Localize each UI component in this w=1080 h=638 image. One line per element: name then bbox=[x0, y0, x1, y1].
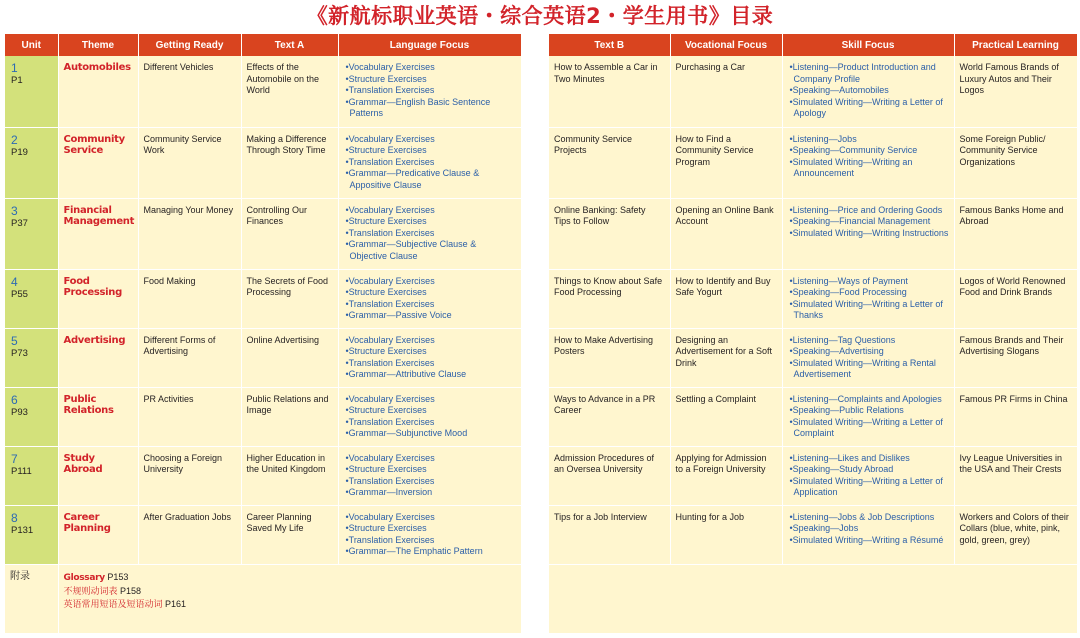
appendix-content bbox=[58, 564, 521, 633]
appendix-item-name: 英语常用短语及短语动词 bbox=[63, 598, 163, 609]
text-a-cell: Higher Education in the United Kingdom bbox=[241, 446, 338, 505]
getting-ready-cell: Managing Your Money bbox=[138, 198, 241, 269]
language-focus-item: •Translation Exercises bbox=[345, 475, 435, 486]
skill-focus-item: •Listening—Jobs bbox=[789, 133, 857, 144]
language-focus-item: •Translation Exercises bbox=[345, 85, 435, 96]
text-a-cell: Public Relations and Image bbox=[241, 387, 338, 446]
page-title: 《新航标职业英语・综合英语2・学生用书》目录 bbox=[306, 4, 774, 28]
unit-cell bbox=[5, 387, 58, 446]
language-focus-item: •Structure Exercises bbox=[345, 145, 427, 156]
unit-row-left bbox=[5, 328, 521, 387]
vocational-focus-cell: Hunting for a Job bbox=[670, 505, 782, 564]
unit-row-right bbox=[549, 198, 1077, 269]
unit-theme: Public Relations bbox=[63, 393, 114, 416]
unit-cell bbox=[5, 269, 58, 328]
skill-focus-item: •Simulated Writing—Writing a Letter of Application bbox=[789, 475, 943, 498]
unit-row-right bbox=[549, 56, 1077, 127]
appendix-item bbox=[64, 585, 516, 598]
unit-row-left bbox=[5, 446, 521, 505]
header-vocational-focus: Vocational Focus bbox=[670, 34, 782, 56]
language-focus-item: •Structure Exercises bbox=[345, 405, 427, 416]
unit-row-right bbox=[549, 387, 1077, 446]
unit-row-right bbox=[549, 269, 1077, 328]
unit-number: 3 bbox=[11, 203, 18, 218]
language-focus-cell bbox=[338, 387, 521, 446]
unit-number: 1 bbox=[11, 61, 18, 75]
unit-page: P19 bbox=[11, 146, 28, 158]
language-focus-cell bbox=[338, 269, 521, 328]
unit-number: 7 bbox=[11, 451, 18, 466]
unit-row-right bbox=[549, 328, 1077, 387]
unit-row-left bbox=[5, 56, 521, 127]
text-b-cell: How to Assemble a Car in Two Minutes bbox=[549, 56, 670, 127]
vocational-focus-cell: How to Identify and Buy Safe Yogurt bbox=[670, 269, 782, 328]
skill-focus-item: •Simulated Writing—Writing Instructions bbox=[789, 227, 949, 238]
language-focus-item: •Translation Exercises bbox=[345, 357, 435, 368]
header-row-right bbox=[549, 34, 1077, 56]
language-focus-item: •Grammar—Inversion bbox=[345, 487, 433, 498]
unit-page: P73 bbox=[11, 347, 28, 359]
unit-cell bbox=[5, 446, 58, 505]
practical-learning-cell: Ivy League Universities in the USA and Their Crests bbox=[954, 446, 1077, 505]
unit-cell bbox=[5, 56, 58, 127]
skill-focus-item: •Listening—Complaints and Apologies bbox=[789, 393, 942, 404]
skill-focus-item: •Speaking—Advertising bbox=[789, 346, 884, 357]
text-a-cell: Career Planning Saved My Life bbox=[241, 505, 338, 564]
header-getting-ready: Getting Ready bbox=[138, 34, 241, 56]
skill-focus-cell bbox=[782, 127, 954, 198]
appendix-row-right bbox=[549, 564, 1077, 633]
header-unit: Unit bbox=[5, 34, 58, 56]
header-skill-focus: Skill Focus bbox=[782, 34, 954, 56]
language-focus-item: •Vocabulary Exercises bbox=[345, 133, 435, 144]
unit-theme: Automobiles bbox=[63, 62, 131, 73]
unit-theme: Community Service bbox=[63, 133, 125, 156]
text-a-cell: Controlling Our Finances bbox=[241, 198, 338, 269]
contents-table-left bbox=[5, 34, 522, 634]
unit-row-right bbox=[549, 446, 1077, 505]
vocational-focus-cell: How to Find a Community Service Program bbox=[670, 127, 782, 198]
skill-focus-item: •Speaking—Study Abroad bbox=[789, 464, 894, 475]
appendix-item-page: P161 bbox=[165, 598, 187, 609]
theme-cell bbox=[58, 198, 138, 269]
unit-number: 4 bbox=[11, 274, 18, 289]
header-practical-learning: Practical Learning bbox=[954, 34, 1077, 56]
unit-page: P131 bbox=[11, 524, 34, 536]
practical-learning-cell: Famous Banks Home and Abroad bbox=[954, 198, 1077, 269]
language-focus-cell bbox=[338, 328, 521, 387]
language-focus-item: •Vocabulary Exercises bbox=[345, 204, 435, 215]
skill-focus-item: •Speaking—Food Processing bbox=[789, 287, 907, 298]
text-a-cell: Making a Difference Through Story Time bbox=[241, 127, 338, 198]
theme-cell bbox=[58, 505, 138, 564]
skill-focus-cell bbox=[782, 56, 954, 127]
appendix-item-page: P153 bbox=[107, 571, 129, 582]
skill-focus-item: •Listening—Price and Ordering Goods bbox=[789, 204, 943, 215]
appendix-empty-cell bbox=[549, 564, 1077, 633]
language-focus-item: •Structure Exercises bbox=[345, 523, 427, 534]
skill-focus-item: •Listening—Ways of Payment bbox=[789, 275, 908, 286]
skill-focus-cell bbox=[782, 328, 954, 387]
appendix-item-page: P158 bbox=[120, 585, 142, 596]
unit-theme: Food Processing bbox=[63, 275, 122, 298]
unit-row-left bbox=[5, 198, 521, 269]
header-language-focus: Language Focus bbox=[338, 34, 521, 56]
vocational-focus-cell: Settling a Complaint bbox=[670, 387, 782, 446]
unit-theme: Study Abroad bbox=[63, 452, 103, 475]
language-focus-item: •Structure Exercises bbox=[345, 287, 427, 298]
appendix-item bbox=[64, 598, 516, 611]
language-focus-item: •Grammar—The Emphatic Pattern bbox=[345, 546, 483, 557]
appendix-row-left bbox=[5, 564, 521, 633]
language-focus-item: •Vocabulary Exercises bbox=[345, 62, 435, 72]
language-focus-item: •Structure Exercises bbox=[345, 346, 427, 357]
skill-focus-item: •Speaking—Automobiles bbox=[789, 85, 889, 96]
skill-focus-item: •Simulated Writing—Writing a Résumé bbox=[789, 534, 944, 545]
language-focus-item: •Vocabulary Exercises bbox=[345, 511, 435, 522]
unit-page: P1 bbox=[11, 75, 23, 86]
getting-ready-cell: Community Service Work bbox=[138, 127, 241, 198]
skill-focus-item: •Simulated Writing—Writing a Rental Advertisement bbox=[789, 357, 936, 380]
unit-cell bbox=[5, 127, 58, 198]
practical-learning-cell: Famous Brands and Their Advertising Slogans bbox=[954, 328, 1077, 387]
skill-focus-item: •Speaking—Public Relations bbox=[789, 405, 904, 416]
skill-focus-cell bbox=[782, 446, 954, 505]
language-focus-item: •Vocabulary Exercises bbox=[345, 275, 435, 286]
language-focus-item: •Vocabulary Exercises bbox=[345, 334, 435, 345]
skill-focus-item: •Speaking—Financial Management bbox=[789, 216, 931, 227]
skill-focus-item: •Listening—Tag Questions bbox=[789, 334, 896, 345]
unit-row-left bbox=[5, 387, 521, 446]
skill-focus-item: •Simulated Writing—Writing a Letter of Complaint bbox=[789, 416, 943, 439]
language-focus-cell bbox=[338, 127, 521, 198]
language-focus-cell bbox=[338, 56, 521, 127]
unit-cell bbox=[5, 198, 58, 269]
practical-learning-cell: Some Foreign Public/ Community Service Organizations bbox=[954, 127, 1077, 198]
language-focus-item: •Structure Exercises bbox=[345, 73, 427, 84]
skill-focus-item: •Speaking—Jobs bbox=[789, 523, 859, 534]
language-focus-item: •Translation Exercises bbox=[345, 156, 435, 167]
header-theme: Theme bbox=[58, 34, 138, 56]
appendix-label: 附录 bbox=[5, 564, 58, 633]
header-text-b: Text B bbox=[549, 34, 670, 56]
unit-number: 2 bbox=[11, 132, 18, 147]
text-b-cell: Community Service Projects bbox=[549, 127, 670, 198]
unit-cell bbox=[5, 328, 58, 387]
theme-cell bbox=[58, 387, 138, 446]
skill-focus-item: •Simulated Writing—Writing a Letter of Apology bbox=[789, 96, 943, 119]
getting-ready-cell: PR Activities bbox=[138, 387, 241, 446]
language-focus-cell bbox=[338, 446, 521, 505]
unit-number: 8 bbox=[11, 510, 18, 525]
theme-cell bbox=[58, 446, 138, 505]
unit-cell bbox=[5, 505, 58, 564]
theme-cell bbox=[58, 269, 138, 328]
getting-ready-cell: After Graduation Jobs bbox=[138, 505, 241, 564]
unit-theme: Advertising bbox=[63, 334, 126, 346]
text-b-cell: Ways to Advance in a PR Career bbox=[549, 387, 670, 446]
language-focus-cell bbox=[338, 505, 521, 564]
vocational-focus-cell: Purchasing a Car bbox=[670, 56, 782, 127]
text-b-cell: Admission Procedures of an Oversea University bbox=[549, 446, 670, 505]
skill-focus-cell bbox=[782, 387, 954, 446]
language-focus-item: •Structure Exercises bbox=[345, 216, 427, 227]
getting-ready-cell: Choosing a Foreign University bbox=[138, 446, 241, 505]
unit-page: P37 bbox=[11, 217, 28, 229]
language-focus-item: •Grammar—Attributive Clause bbox=[345, 369, 467, 380]
language-focus-item: •Vocabulary Exercises bbox=[345, 452, 435, 463]
skill-focus-cell bbox=[782, 505, 954, 564]
skill-focus-item: •Listening—Jobs & Job Descriptions bbox=[789, 511, 935, 522]
language-focus-item: •Grammar—Passive Voice bbox=[345, 310, 452, 321]
language-focus-item: •Vocabulary Exercises bbox=[345, 393, 435, 404]
appendix-item-name: Glossary bbox=[63, 572, 105, 583]
practical-learning-cell: Famous PR Firms in China bbox=[954, 387, 1077, 446]
language-focus-item: •Grammar—Subjunctive Mood bbox=[345, 428, 468, 439]
unit-number: 6 bbox=[11, 392, 18, 407]
practical-learning-cell: Logos of World Renowned Food and Drink Brands bbox=[954, 269, 1077, 328]
skill-focus-item: •Speaking—Community Service bbox=[789, 145, 918, 156]
vocational-focus-cell: Opening an Online Bank Account bbox=[670, 198, 782, 269]
appendix-item bbox=[64, 571, 516, 585]
unit-theme: Financial Management bbox=[63, 204, 135, 227]
text-a-cell: The Secrets of Food Processing bbox=[241, 269, 338, 328]
language-focus-item: •Grammar—English Basic Sentence Patterns bbox=[345, 96, 491, 119]
unit-row-left bbox=[5, 269, 521, 328]
language-focus-item: •Grammar—Predicative Clause & Appositive Clause bbox=[345, 168, 480, 190]
getting-ready-cell: Food Making bbox=[138, 269, 241, 328]
skill-focus-item: •Simulated Writing—Writing an Announcement bbox=[789, 156, 913, 179]
appendix-item-name: 不规则动词表 bbox=[63, 585, 118, 596]
language-focus-cell bbox=[338, 198, 521, 269]
skill-focus-item: •Listening—Product Introduction and Company Profile bbox=[789, 62, 936, 84]
text-b-cell: Online Banking: Safety Tips to Follow bbox=[549, 198, 670, 269]
language-focus-item: •Grammar—Subjective Clause & Objective Clause bbox=[345, 239, 477, 261]
text-b-cell: How to Make Advertising Posters bbox=[549, 328, 670, 387]
unit-theme: Career Planning bbox=[63, 511, 111, 534]
skill-focus-item: •Listening—Likes and Dislikes bbox=[789, 452, 910, 463]
getting-ready-cell: Different Forms of Advertising bbox=[138, 328, 241, 387]
unit-row-left bbox=[5, 127, 521, 198]
text-b-cell: Things to Know about Safe Food Processing bbox=[549, 269, 670, 328]
unit-page: P93 bbox=[11, 406, 28, 418]
skill-focus-item: •Simulated Writing—Writing a Letter of Thanks bbox=[789, 298, 943, 321]
unit-row-left bbox=[5, 505, 521, 564]
text-b-cell: Tips for a Job Interview bbox=[549, 505, 670, 564]
practical-learning-cell: Workers and Colors of their Collars (blue, white, pink, gold, green, grey) bbox=[954, 505, 1077, 564]
contents-table-right bbox=[549, 34, 1078, 634]
practical-learning-cell: World Famous Brands of Luxury Autos and Their Logos bbox=[954, 56, 1077, 127]
theme-cell bbox=[58, 56, 138, 127]
theme-cell bbox=[58, 127, 138, 198]
language-focus-item: •Translation Exercises bbox=[345, 298, 435, 309]
skill-focus-cell bbox=[782, 198, 954, 269]
skill-focus-cell bbox=[782, 269, 954, 328]
text-a-cell: Effects of the Automobile on the World bbox=[241, 56, 338, 127]
unit-page: P111 bbox=[11, 465, 32, 477]
header-text-a: Text A bbox=[241, 34, 338, 56]
language-focus-item: •Structure Exercises bbox=[345, 464, 427, 475]
unit-number: 5 bbox=[11, 333, 18, 348]
unit-page: P55 bbox=[11, 288, 28, 300]
theme-cell bbox=[58, 328, 138, 387]
header-row-left bbox=[5, 34, 521, 56]
vocational-focus-cell: Designing an Advertisement for a Soft Drink bbox=[670, 328, 782, 387]
unit-row-right bbox=[549, 127, 1077, 198]
unit-row-right bbox=[549, 505, 1077, 564]
language-focus-item: •Translation Exercises bbox=[345, 227, 435, 238]
vocational-focus-cell: Applying for Admission to a Foreign University bbox=[670, 446, 782, 505]
language-focus-item: •Translation Exercises bbox=[345, 416, 435, 427]
getting-ready-cell: Different Vehicles bbox=[138, 56, 241, 127]
language-focus-item: •Translation Exercises bbox=[345, 534, 435, 545]
text-a-cell: Online Advertising bbox=[241, 328, 338, 387]
